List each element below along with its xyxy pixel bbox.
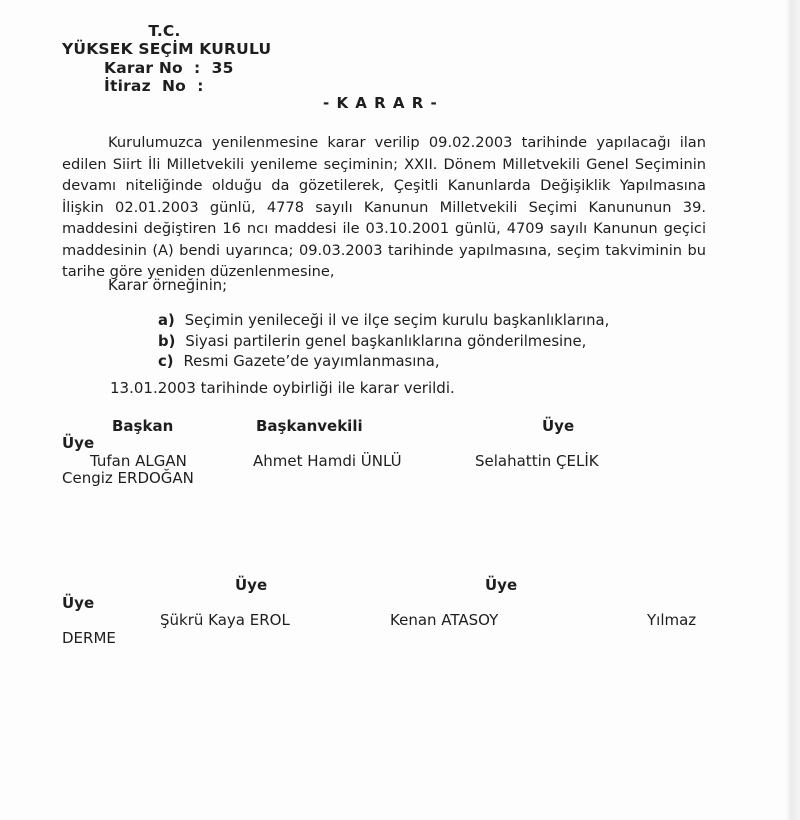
sig2-wrap-name-derme: DERME	[62, 629, 116, 647]
decision-heading: - K A R A R -	[323, 94, 438, 112]
closing-line: 13.01.2003 tarihinde oybirliği ile karar verildi.	[110, 379, 455, 397]
sig1-wrap-title-uye: Üye	[62, 434, 95, 452]
appeal-no-line: İtiraz No :	[104, 77, 204, 95]
list-item-text: Siyasi partilerin genel başkanlıklarına gönderilmesine,	[185, 332, 587, 350]
list-item-text: Seçimin yenileceği il ve ilçe seçim kurulu başkanlıklarına,	[184, 312, 610, 329]
sig2-name-yilmaz: Yılmaz	[647, 611, 697, 629]
list-item-b	[158, 333, 586, 350]
list-item-text: Resmi Gazete’de yayımlanmasına,	[183, 353, 440, 370]
sig1-name-ahmet-hamdi-unlu: Ahmet Hamdi ÜNLÜ	[253, 452, 402, 470]
sig1-name-selahattin-celik: Selahattin ÇELİK	[475, 452, 599, 470]
sig1-wrap-name-cengiz-erdogan: Cengiz ERDOĞAN	[62, 469, 194, 487]
sig2-name-kenan-atasoy: Kenan ATASOY	[390, 611, 499, 629]
decision-paragraph: Kurulumuzca yenilenmesine karar verilip 09.02.2003 tarihinde yapılacağı ilan edilen Siirt İli Milletvekili yenileme seçiminin; XXII. Dönem Milletvekili Genel Seçiminin devamı niteliğinde olduğu da gözetilerek, Çeşitli Kanunlarda Değişiklik Yapılmasına İlişkin 02.01.2003 günlü, 4778 sayılı Kanunun Milletvekili Seçimi Kanununun 39. maddesini değiştiren 16 ncı maddesi ile 03.10.2001 günlü, 4709 sayılı Kanunun geçici maddesinin (A) bendi uyarınca; 09.03.2003 tarihinde yapılmasına, seçim takviminin bu tarihe göre yeniden düzenlenmesine,	[62, 134, 706, 280]
page-edge-shade	[786, 0, 800, 820]
sig2-wrap-title-uye: Üye	[62, 594, 95, 612]
decision-no-line: Karar No : 35	[104, 59, 234, 77]
copy-intro: Karar örneğinin;	[108, 277, 228, 294]
sig1-title-uye: Üye	[542, 417, 575, 435]
org-title: YÜKSEK SEÇİM KURULU	[62, 40, 272, 58]
sig1-name-tufan-algan: Tufan ALGAN	[90, 452, 187, 470]
list-item-c	[158, 353, 440, 370]
sig2-name-sukru-kaya-erol: Şükrü Kaya EROL	[160, 611, 290, 629]
list-item-letter: b)	[158, 332, 176, 350]
sig1-title-baskanvekili: Başkanvekili	[256, 417, 363, 435]
sig2-title-uye-2: Üye	[485, 576, 518, 594]
list-item-letter: a)	[158, 312, 175, 329]
sig2-title-uye-1: Üye	[235, 576, 268, 594]
list-item-letter: c)	[158, 353, 174, 370]
sig1-title-baskan: Başkan	[112, 417, 174, 435]
list-item-a	[158, 312, 609, 329]
republic-abbrev: T.C.	[148, 22, 181, 40]
